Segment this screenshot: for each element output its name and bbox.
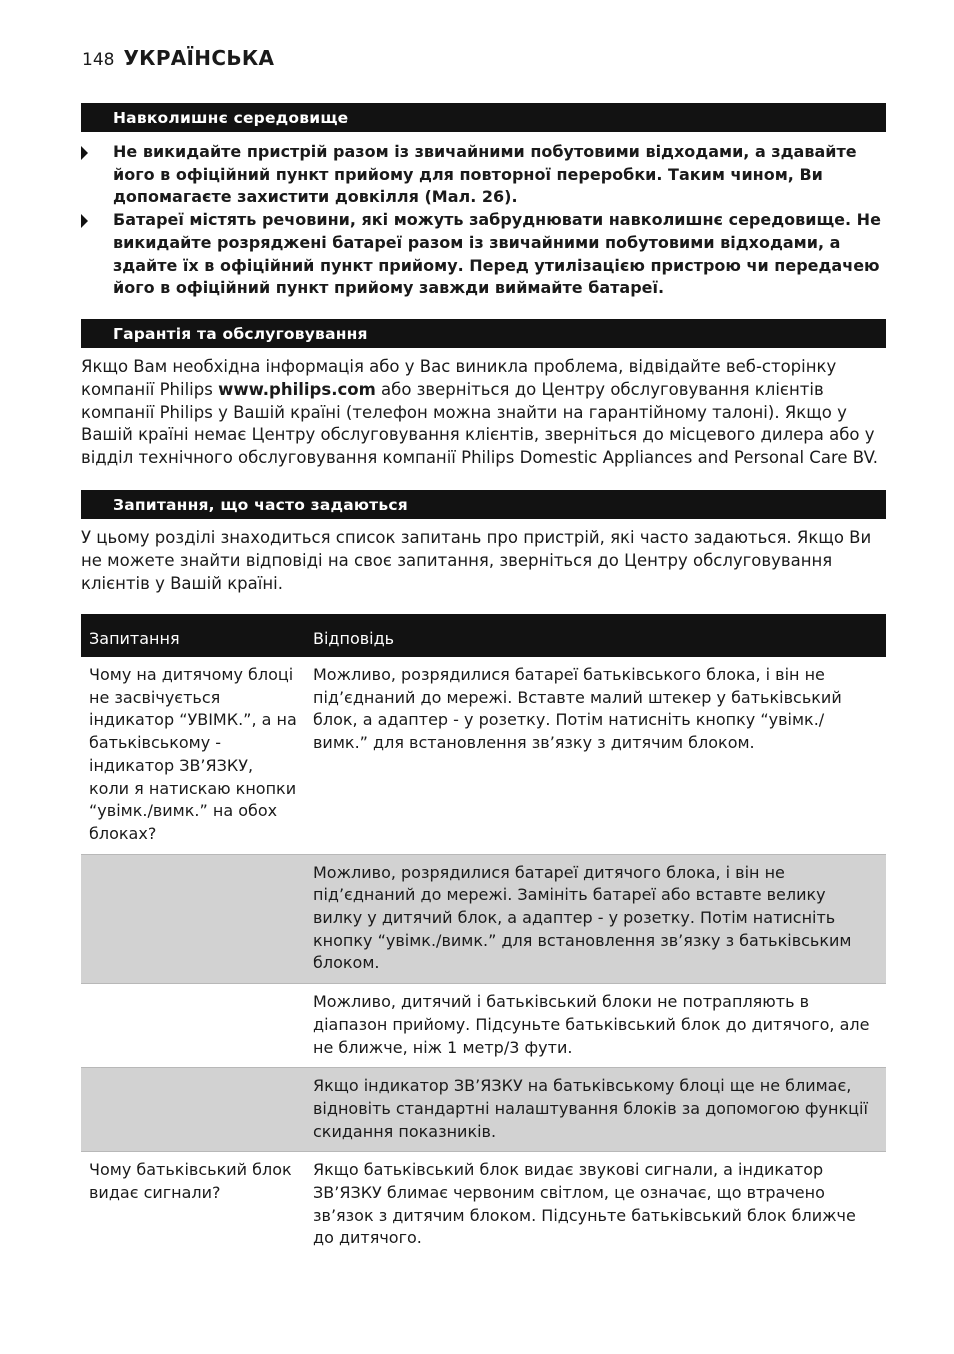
- faq-table: [81, 614, 886, 1258]
- faq-intro: У цьому розділі знаходиться список запитань про пристрій, які часто задаються. Якщо Ви не можете знайти відповіді на своє запитання, зверніться до Центру обслуговування клієнтів у Вашій країні.: [81, 528, 872, 593]
- section-title-warranty: Гарантія та обслуговування: [81, 319, 886, 348]
- table-header-row: [81, 614, 886, 657]
- answer-cell: Можливо, дитячий і батьківський блоки не потрапляють в діапазон прийому. Підсуньте батьківський блок до дитячого, але не ближче, ніж 1 метр/3 фути.: [305, 984, 886, 1068]
- warranty-text-start: Якщо Вам необхідна інформація або у Вас виникла проблема, відвідайте веб-сторінку компанії Philips: [81, 357, 837, 399]
- answer-cell: Можливо, розрядилися батареї дитячого блока, і він не під’єднаний до мережі. Замініть батареї або вставте велику вилку у дитячий блок, а адаптер - у розетку. Потім натисніть кнопку “увімк./вимк.” для встановлення зв’язку з батьківським блоком.: [305, 854, 886, 984]
- environment-bullet-list: [81, 141, 886, 300]
- question-cell: Чому на дитячому блоці не засвічується індикатор “УВІМК.”, а на батьківському - індикатор ЗВ’ЯЗКУ, коли я натискаю кнопки “увімк./вимк.” на обох блоках?: [89, 665, 297, 843]
- question-cell: [81, 1068, 305, 1152]
- table-row: [81, 1068, 886, 1152]
- answer-cell: Якщо індикатор ЗВ’ЯЗКУ на батьківському блоці ще не блимає, відновіть стандартні налаштування блоків за допомогою функції скидання показників.: [305, 1068, 886, 1152]
- page-number: 148: [82, 50, 115, 70]
- bullet-text: Не викидайте пристрій разом із звичайними побутовими відходами, а здавайте його в офіційний пункт прийому для повторної переробки. Таким чином, Ви допомагаєте захистити довкілля (Мал. 26).: [113, 142, 857, 207]
- question-cell: [81, 984, 305, 1068]
- table-row: [81, 984, 886, 1068]
- language-heading: УКРАЇНСЬКА: [123, 46, 275, 70]
- philips-website-link[interactable]: www.philips.com: [218, 379, 376, 399]
- answer-cell: Якщо батьківський блок видає звукові сигнали, а індикатор ЗВ’ЯЗКУ блимає червоним світлом, це означає, що втрачено зв’язок з дитячим блоком. Підсуньте батьківський блок ближче до дитячого.: [305, 1152, 886, 1258]
- bullet-triangle-icon: [81, 214, 88, 228]
- warranty-text-end: або зверніться до Центру обслуговування клієнтів компанії Philips у Вашій країні (телефон можна знайти на гарантійному талоні). Якщо у Вашій країні немає Центру обслуговування клієнтів, зверніться до місцевого дилера або у відділ технічного обслуговування компанії Philips Domestic Appliances and Personal Care BV.: [81, 379, 878, 468]
- table-row: [81, 854, 886, 984]
- list-item: [81, 141, 886, 209]
- bullet-text: Батареї містять речовини, які можуть забруднювати навколишнє середовище. Не викидайте розряджені батареї разом із звичайними побутовими відходами, а здайте їх в офіційний пункт прийому. Перед утилізацією пристрою чи передачею його в офіційний пункт прийому завжди виймайте батареї.: [113, 210, 881, 298]
- column-header-question: Запитання: [81, 614, 305, 657]
- question-cell: Чому батьківський блок видає сигнали?: [81, 1152, 305, 1258]
- page-header: [82, 46, 274, 70]
- table-row: [81, 1152, 886, 1258]
- bullet-triangle-icon: [81, 146, 88, 160]
- question-cell: [81, 854, 305, 984]
- section-title-faq: Запитання, що часто задаються: [81, 490, 886, 519]
- list-item: [81, 209, 886, 300]
- warranty-paragraph: [81, 356, 886, 470]
- section-title-environment: Навколишнє середовище: [81, 103, 886, 132]
- answer-cell: Можливо, розрядилися батареї батьківського блока, і він не під’єднаний до мережі. Вставте малий штекер у батьківський блок, а адаптер - у розетку. Потім натисніть кнопку “увімк./вимк.” для встановлення зв’язку з дитячим блоком.: [313, 665, 842, 753]
- table-row: [81, 657, 886, 854]
- column-header-answer: Відповідь: [305, 614, 886, 657]
